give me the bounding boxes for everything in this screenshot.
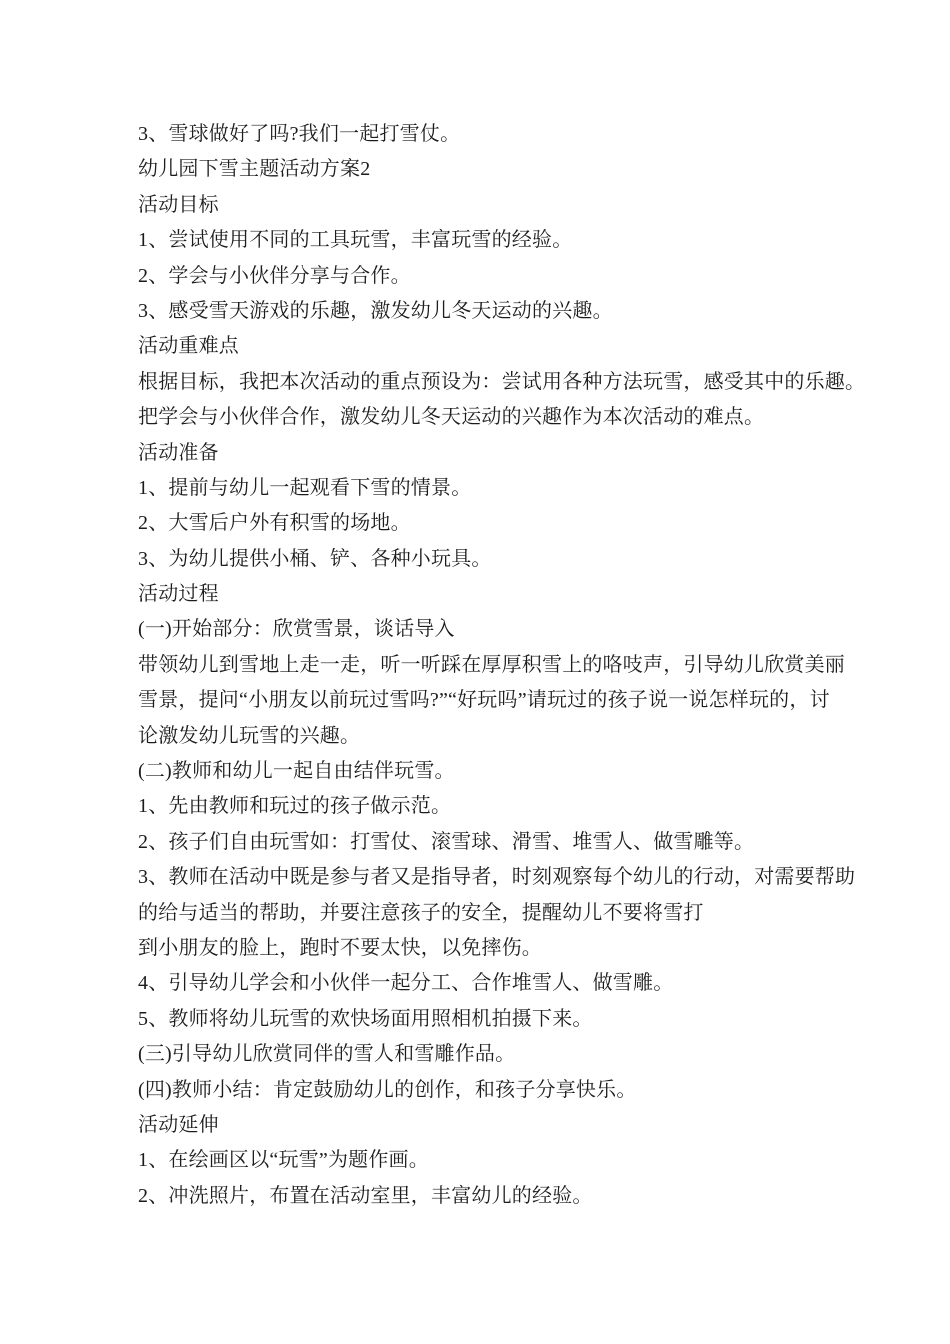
- document-line: (一)开始部分：欣赏雪景，谈话导入: [138, 618, 455, 641]
- document-line: 把学会与小伙伴合作，激发幼儿冬天运动的兴趣作为本次活动的难点。: [138, 406, 765, 429]
- document-line: 活动过程: [138, 583, 219, 606]
- document-line: 1、尝试使用不同的工具玩雪，丰富玩雪的经验。: [138, 229, 573, 252]
- document-line: 1、在绘画区以“玩雪”为题作画。: [138, 1149, 429, 1172]
- document-line: 2、冲洗照片，布置在活动室里，丰富幼儿的经验。: [138, 1184, 593, 1207]
- document-line: 3、雪球做好了吗?我们一起打雪仗。: [138, 123, 461, 145]
- document-line: 的给与适当的帮助，并要注意孩子的安全，提醒幼儿不要将雪打: [138, 901, 704, 924]
- document-line: 2、孩子们自由玩雪如：打雪仗、滚雪球、滑雪、堆雪人、做雪雕等。: [138, 830, 755, 853]
- document-line: 1、提前与幼儿一起观看下雪的情景。: [138, 476, 472, 499]
- document-line: 根据目标，我把本次活动的重点预设为：尝试用各种方法玩雪，感受其中的乐趣。: [138, 370, 866, 393]
- document-line: 活动目标: [138, 193, 219, 216]
- document-line: 3、为幼儿提供小桶、铲、各种小玩具。: [138, 547, 492, 570]
- document-line: 5、教师将幼儿玩雪的欢快场面用照相机拍摄下来。: [138, 1007, 593, 1030]
- document-line: (四)教师小结：肯定鼓励幼儿的创作，和孩子分享快乐。: [138, 1078, 637, 1101]
- document-line: 到小朋友的脸上，跑时不要太快，以免摔伤。: [138, 936, 542, 959]
- document-line: 1、先由教师和玩过的孩子做示范。: [138, 795, 452, 818]
- document-line: (二)教师和幼儿一起自由结伴玩雪。: [138, 760, 455, 783]
- document-line: 活动延伸: [138, 1113, 219, 1136]
- document-body: [138, 117, 866, 1214]
- document-line: 雪景，提问“小朋友以前玩过雪吗?”“好玩吗”请玩过的孩子说一说怎样玩的，讨: [138, 689, 830, 712]
- document-line: 2、大雪后户外有积雪的场地。: [138, 512, 411, 535]
- document-line: 活动准备: [138, 441, 219, 464]
- document-line: 带领幼儿到雪地上走一走，听一听踩在厚厚积雪上的咯吱声，引导幼儿欣赏美丽: [138, 653, 845, 676]
- document-line: 2、学会与小伙伴分享与合作。: [138, 264, 411, 287]
- document-line: 论激发幼儿玩雪的兴趣。: [138, 724, 361, 747]
- document-line: 4、引导幼儿学会和小伙伴一起分工、合作堆雪人、做雪雕。: [138, 972, 674, 995]
- document-line: 幼儿园下雪主题活动方案2: [138, 158, 371, 181]
- document-line: 3、教师在活动中既是参与者又是指导者，时刻观察每个幼儿的行动，对需要帮助: [138, 866, 856, 889]
- document-line: 3、感受雪天游戏的乐趣，激发幼儿冬天运动的兴趣。: [138, 299, 613, 322]
- document-line: (三)引导幼儿欣赏同伴的雪人和雪雕作品。: [138, 1043, 516, 1066]
- document-line: 活动重难点: [138, 335, 239, 358]
